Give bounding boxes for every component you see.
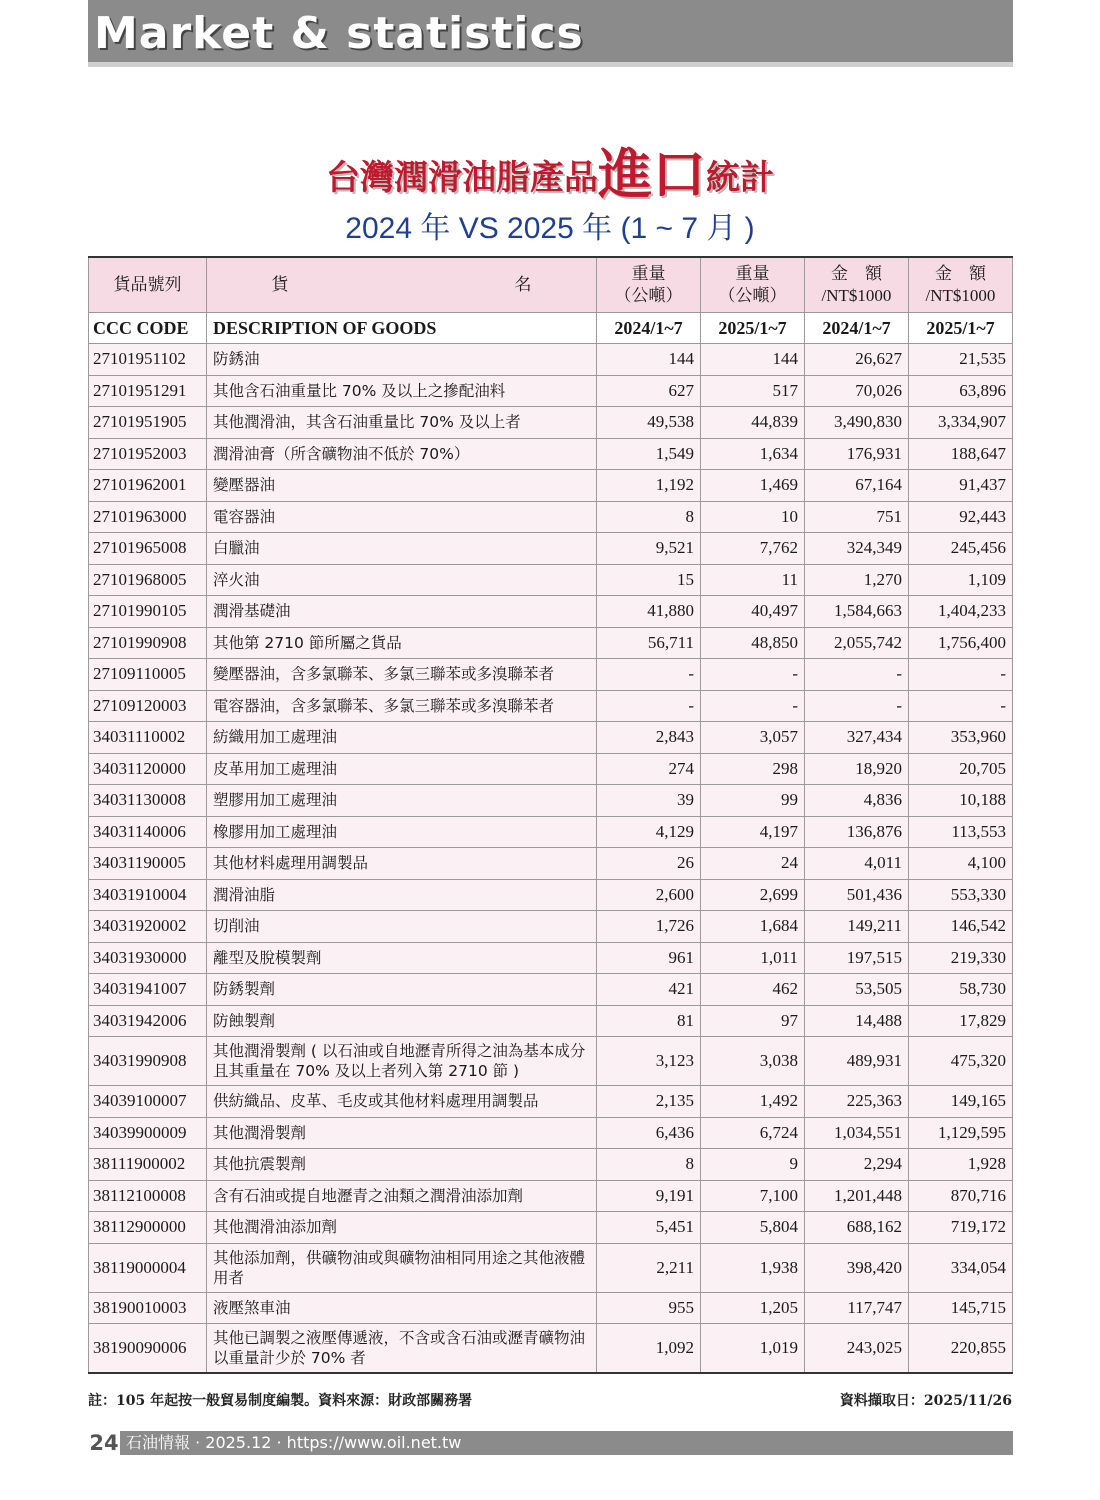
cell-weight-2024: 2,211 — [597, 1243, 701, 1292]
table-row — [89, 879, 1013, 911]
publication-info: 石油情報 · 2025.12 · https://www.oil.net.tw — [126, 1433, 462, 1452]
header-description — [207, 257, 597, 313]
cell-amount-2025: 20,705 — [909, 753, 1013, 785]
cell-description: 潤滑基礎油 — [207, 596, 597, 628]
cell-weight-2024: 2,135 — [597, 1086, 701, 1118]
cell-weight-2025: 48,850 — [701, 627, 805, 659]
cell-weight-2024: 81 — [597, 1005, 701, 1037]
cell-description: 電容器油 — [207, 501, 597, 533]
cell-weight-2025: 5,804 — [701, 1212, 805, 1244]
header-weight-2024: 重量 （公噸） — [597, 257, 701, 313]
cell-code: 34031120000 — [89, 753, 207, 785]
table-row — [89, 974, 1013, 1006]
cell-code: 38190010003 — [89, 1292, 207, 1324]
cell-amount-2024: 197,515 — [805, 942, 909, 974]
cell-weight-2025: 462 — [701, 974, 805, 1006]
cell-amount-2025: 188,647 — [909, 438, 1013, 470]
cell-weight-2025: 97 — [701, 1005, 805, 1037]
table-row — [89, 501, 1013, 533]
table-row — [89, 1324, 1013, 1374]
cell-amount-2024: 14,488 — [805, 1005, 909, 1037]
table-row — [89, 438, 1013, 470]
subheader-period-1: 2024/1~7 — [597, 313, 701, 344]
cell-description: 切削油 — [207, 911, 597, 943]
cell-weight-2025: 144 — [701, 344, 805, 376]
cell-amount-2025: 1,756,400 — [909, 627, 1013, 659]
subheader-period-2: 2025/1~7 — [701, 313, 805, 344]
cell-amount-2024: 1,270 — [805, 564, 909, 596]
cell-weight-2025: 10 — [701, 501, 805, 533]
table-row — [89, 659, 1013, 691]
cell-code: 27101952003 — [89, 438, 207, 470]
cell-amount-2025: 91,437 — [909, 470, 1013, 502]
cell-weight-2025: 6,724 — [701, 1117, 805, 1149]
cell-weight-2025: 1,684 — [701, 911, 805, 943]
cell-description: 電容器油，含多氯聯苯、多氯三聯苯或多溴聯苯者 — [207, 690, 597, 722]
header-desc-a: 貨 — [271, 275, 315, 295]
table-row — [89, 1292, 1013, 1324]
table-row — [89, 1086, 1013, 1118]
table-row — [89, 1005, 1013, 1037]
header-desc-b: 名 — [514, 275, 532, 295]
cell-amount-2025: 334,054 — [909, 1243, 1013, 1292]
header-amount-2025: 金 額 /NT$1000 — [909, 257, 1013, 313]
table-row — [89, 1149, 1013, 1181]
table-header-row — [89, 257, 1013, 313]
subheader-code: CCC CODE — [89, 313, 207, 344]
cell-description: 其他含石油重量比 70% 及以上之摻配油料 — [207, 375, 597, 407]
cell-amount-2024: 26,627 — [805, 344, 909, 376]
cell-weight-2024: 8 — [597, 501, 701, 533]
cell-description: 潤滑油脂 — [207, 879, 597, 911]
cell-code: 34031910004 — [89, 879, 207, 911]
table-row — [89, 1117, 1013, 1149]
cell-amount-2025: 219,330 — [909, 942, 1013, 974]
cell-amount-2025: 3,334,907 — [909, 407, 1013, 439]
cell-code: 34031942006 — [89, 1005, 207, 1037]
cell-amount-2024: 1,584,663 — [805, 596, 909, 628]
cell-amount-2025: 1,928 — [909, 1149, 1013, 1181]
cell-amount-2025: - — [909, 659, 1013, 691]
table-row — [89, 1243, 1013, 1292]
cell-weight-2025: 298 — [701, 753, 805, 785]
cell-amount-2025: 17,829 — [909, 1005, 1013, 1037]
cell-amount-2024: 176,931 — [805, 438, 909, 470]
cell-code: 27101951905 — [89, 407, 207, 439]
cell-weight-2024: 3,123 — [597, 1037, 701, 1086]
cell-code: 27101962001 — [89, 470, 207, 502]
title-prefix: 台灣潤滑油脂產品 — [326, 158, 598, 198]
cell-weight-2025: 1,011 — [701, 942, 805, 974]
cell-amount-2024: 136,876 — [805, 816, 909, 848]
cell-description: 供紡織品、皮革、毛皮或其他材料處理用調製品 — [207, 1086, 597, 1118]
table-row — [89, 470, 1013, 502]
cell-amount-2024: 688,162 — [805, 1212, 909, 1244]
cell-weight-2025: 9 — [701, 1149, 805, 1181]
cell-amount-2025: 92,443 — [909, 501, 1013, 533]
cell-weight-2025: 44,839 — [701, 407, 805, 439]
cell-amount-2024: 3,490,830 — [805, 407, 909, 439]
cell-code: 27101965008 — [89, 533, 207, 565]
cell-code: 34031140006 — [89, 816, 207, 848]
cell-amount-2024: 4,836 — [805, 785, 909, 817]
cell-weight-2024: 15 — [597, 564, 701, 596]
title-suffix: 統計 — [706, 158, 774, 198]
cell-code: 34031941007 — [89, 974, 207, 1006]
cell-weight-2024: 26 — [597, 848, 701, 880]
cell-weight-2024: 1,726 — [597, 911, 701, 943]
cell-code: 34031130008 — [89, 785, 207, 817]
cell-weight-2025: 99 — [701, 785, 805, 817]
table-row — [89, 848, 1013, 880]
cell-amount-2024: 18,920 — [805, 753, 909, 785]
cell-code: 38112100008 — [89, 1180, 207, 1212]
cell-amount-2024: 243,025 — [805, 1324, 909, 1374]
cell-description: 變壓器油 — [207, 470, 597, 502]
table-row — [89, 1212, 1013, 1244]
header-weight-2025: 重量 （公噸） — [701, 257, 805, 313]
cell-code: 38111900002 — [89, 1149, 207, 1181]
cell-amount-2025: 21,535 — [909, 344, 1013, 376]
table-row — [89, 564, 1013, 596]
table-subheader-row — [89, 313, 1013, 344]
cell-weight-2025: 1,205 — [701, 1292, 805, 1324]
cell-amount-2024: 327,434 — [805, 722, 909, 754]
retrieval-date-note: 資料擷取日：2025/11/26 — [839, 1393, 1012, 1409]
cell-amount-2025: 10,188 — [909, 785, 1013, 817]
cell-weight-2024: 274 — [597, 753, 701, 785]
cell-amount-2024: 398,420 — [805, 1243, 909, 1292]
title-emphasis: 進口 — [598, 142, 706, 206]
cell-amount-2024: 149,211 — [805, 911, 909, 943]
cell-weight-2025: 3,038 — [701, 1037, 805, 1086]
cell-weight-2025: 1,492 — [701, 1086, 805, 1118]
cell-description: 其他已調製之液壓傳遞液，不含或含石油或瀝青礦物油以重量計少於 70% 者 — [207, 1324, 597, 1374]
cell-amount-2024: - — [805, 659, 909, 691]
cell-code: 34031920002 — [89, 911, 207, 943]
cell-description: 其他添加劑，供礦物油或與礦物油相同用途之其他液體用者 — [207, 1243, 597, 1292]
cell-code: 38190090006 — [89, 1324, 207, 1374]
table-row — [89, 596, 1013, 628]
cell-amount-2025: - — [909, 690, 1013, 722]
cell-amount-2025: 870,716 — [909, 1180, 1013, 1212]
cell-weight-2024: 961 — [597, 942, 701, 974]
cell-code: 27109110005 — [89, 659, 207, 691]
cell-description: 其他潤滑油，其含石油重量比 70% 及以上者 — [207, 407, 597, 439]
cell-weight-2024: 627 — [597, 375, 701, 407]
cell-amount-2025: 1,404,233 — [909, 596, 1013, 628]
cell-weight-2024: 5,451 — [597, 1212, 701, 1244]
cell-weight-2025: 1,469 — [701, 470, 805, 502]
cell-code: 27101990908 — [89, 627, 207, 659]
section-header-band — [88, 0, 1013, 62]
header-divider — [88, 62, 1013, 67]
cell-weight-2024: 144 — [597, 344, 701, 376]
cell-amount-2024: 2,294 — [805, 1149, 909, 1181]
cell-weight-2025: 2,699 — [701, 879, 805, 911]
cell-weight-2025: 4,197 — [701, 816, 805, 848]
cell-description: 離型及脫模製劑 — [207, 942, 597, 974]
cell-weight-2024: 41,880 — [597, 596, 701, 628]
cell-amount-2025: 4,100 — [909, 848, 1013, 880]
table-row — [89, 753, 1013, 785]
cell-code: 27101990105 — [89, 596, 207, 628]
cell-amount-2025: 145,715 — [909, 1292, 1013, 1324]
cell-amount-2024: - — [805, 690, 909, 722]
table-row — [89, 911, 1013, 943]
page-subtitle: 2024 年 VS 2025 年 (1 ~ 7 月 ) — [345, 212, 755, 245]
cell-weight-2024: 2,600 — [597, 879, 701, 911]
table-row — [89, 942, 1013, 974]
cell-weight-2024: 1,549 — [597, 438, 701, 470]
cell-description: 變壓器油，含多氯聯苯、多氯三聯苯或多溴聯苯者 — [207, 659, 597, 691]
cell-weight-2025: 1,019 — [701, 1324, 805, 1374]
subheader-period-3: 2024/1~7 — [805, 313, 909, 344]
cell-weight-2025: 11 — [701, 564, 805, 596]
cell-code: 38119000004 — [89, 1243, 207, 1292]
header-amount-2024: 金 額 /NT$1000 — [805, 257, 909, 313]
cell-weight-2024: - — [597, 659, 701, 691]
cell-weight-2024: 56,711 — [597, 627, 701, 659]
cell-description: 橡膠用加工處理油 — [207, 816, 597, 848]
cell-code: 34039900009 — [89, 1117, 207, 1149]
cell-weight-2025: 7,100 — [701, 1180, 805, 1212]
cell-weight-2024: 1,192 — [597, 470, 701, 502]
table-row — [89, 1037, 1013, 1086]
cell-weight-2025: - — [701, 690, 805, 722]
table-row — [89, 627, 1013, 659]
cell-description: 塑膠用加工處理油 — [207, 785, 597, 817]
cell-description: 潤滑油膏（所含礦物油不低於 70%） — [207, 438, 597, 470]
cell-description: 其他材料處理用調製品 — [207, 848, 597, 880]
cell-amount-2024: 1,034,551 — [805, 1117, 909, 1149]
cell-amount-2025: 146,542 — [909, 911, 1013, 943]
cell-amount-2024: 67,164 — [805, 470, 909, 502]
cell-description: 防銹油 — [207, 344, 597, 376]
cell-amount-2025: 1,109 — [909, 564, 1013, 596]
header-code: 貨品號列 — [89, 257, 207, 313]
cell-weight-2024: 49,538 — [597, 407, 701, 439]
cell-weight-2024: 39 — [597, 785, 701, 817]
cell-amount-2024: 117,747 — [805, 1292, 909, 1324]
cell-code: 27101951102 — [89, 344, 207, 376]
table-row — [89, 407, 1013, 439]
cell-amount-2024: 2,055,742 — [805, 627, 909, 659]
cell-weight-2024: - — [597, 690, 701, 722]
cell-weight-2025: 24 — [701, 848, 805, 880]
cell-amount-2024: 501,436 — [805, 879, 909, 911]
cell-amount-2024: 324,349 — [805, 533, 909, 565]
cell-weight-2025: 3,057 — [701, 722, 805, 754]
cell-weight-2024: 955 — [597, 1292, 701, 1324]
cell-amount-2024: 53,505 — [805, 974, 909, 1006]
cell-code: 27101951291 — [89, 375, 207, 407]
page-number: 24 — [89, 1431, 119, 1455]
cell-weight-2024: 4,129 — [597, 816, 701, 848]
section-title: Market & statistics — [94, 8, 584, 59]
cell-amount-2024: 4,011 — [805, 848, 909, 880]
cell-weight-2025: 1,938 — [701, 1243, 805, 1292]
cell-amount-2025: 245,456 — [909, 533, 1013, 565]
cell-amount-2025: 553,330 — [909, 879, 1013, 911]
cell-weight-2025: 40,497 — [701, 596, 805, 628]
cell-weight-2024: 6,436 — [597, 1117, 701, 1149]
table-body — [89, 344, 1013, 1374]
cell-description: 其他潤滑油添加劑 — [207, 1212, 597, 1244]
cell-weight-2025: 1,634 — [701, 438, 805, 470]
cell-code: 34031990908 — [89, 1037, 207, 1086]
cell-amount-2024: 1,201,448 — [805, 1180, 909, 1212]
cell-amount-2025: 719,172 — [909, 1212, 1013, 1244]
import-statistics-table — [88, 256, 1013, 1374]
cell-description: 含有石油或提自地瀝青之油類之潤滑油添加劑 — [207, 1180, 597, 1212]
cell-code: 38112900000 — [89, 1212, 207, 1244]
cell-amount-2025: 475,320 — [909, 1037, 1013, 1086]
cell-description: 防蝕製劑 — [207, 1005, 597, 1037]
subheader-description: DESCRIPTION OF GOODS — [207, 313, 597, 344]
cell-amount-2025: 113,553 — [909, 816, 1013, 848]
cell-code: 27109120003 — [89, 690, 207, 722]
cell-weight-2025: - — [701, 659, 805, 691]
cell-code: 34031110002 — [89, 722, 207, 754]
cell-description: 防銹製劑 — [207, 974, 597, 1006]
cell-weight-2024: 8 — [597, 1149, 701, 1181]
source-note: 註：105 年起按一般貿易制度編製。資料來源：財政部關務署 — [88, 1393, 473, 1409]
cell-code: 34031190005 — [89, 848, 207, 880]
table-row — [89, 690, 1013, 722]
cell-amount-2025: 149,165 — [909, 1086, 1013, 1118]
cell-code: 27101968005 — [89, 564, 207, 596]
table-row — [89, 816, 1013, 848]
cell-amount-2025: 220,855 — [909, 1324, 1013, 1374]
cell-description: 液壓煞車油 — [207, 1292, 597, 1324]
cell-weight-2024: 9,521 — [597, 533, 701, 565]
cell-code: 34039100007 — [89, 1086, 207, 1118]
cell-weight-2024: 9,191 — [597, 1180, 701, 1212]
cell-description: 其他抗震製劑 — [207, 1149, 597, 1181]
cell-amount-2025: 1,129,595 — [909, 1117, 1013, 1149]
cell-description: 淬火油 — [207, 564, 597, 596]
cell-amount-2024: 70,026 — [805, 375, 909, 407]
subheader-period-4: 2025/1~7 — [909, 313, 1013, 344]
table-row — [89, 375, 1013, 407]
cell-amount-2024: 225,363 — [805, 1086, 909, 1118]
cell-weight-2024: 1,092 — [597, 1324, 701, 1374]
table-row — [89, 533, 1013, 565]
cell-weight-2024: 2,843 — [597, 722, 701, 754]
cell-weight-2025: 7,762 — [701, 533, 805, 565]
cell-description: 白臘油 — [207, 533, 597, 565]
cell-description: 其他潤滑製劑 — [207, 1117, 597, 1149]
cell-weight-2024: 421 — [597, 974, 701, 1006]
cell-weight-2025: 517 — [701, 375, 805, 407]
table-row — [89, 1180, 1013, 1212]
cell-description: 其他第 2710 節所屬之貨品 — [207, 627, 597, 659]
cell-amount-2024: 489,931 — [805, 1037, 909, 1086]
cell-description: 紡織用加工處理油 — [207, 722, 597, 754]
footer-band — [88, 1431, 1013, 1455]
table-row — [89, 722, 1013, 754]
cell-amount-2025: 353,960 — [909, 722, 1013, 754]
table-row — [89, 344, 1013, 376]
cell-amount-2025: 58,730 — [909, 974, 1013, 1006]
cell-amount-2024: 751 — [805, 501, 909, 533]
table-row — [89, 785, 1013, 817]
cell-amount-2025: 63,896 — [909, 375, 1013, 407]
cell-description: 皮革用加工處理油 — [207, 753, 597, 785]
cell-code: 27101963000 — [89, 501, 207, 533]
cell-code: 34031930000 — [89, 942, 207, 974]
page-title — [0, 142, 1100, 210]
cell-description: 其他潤滑製劑 ( 以石油或自地瀝青所得之油為基本成分且其重量在 70% 及以上者列入第 2710 節 ) — [207, 1037, 597, 1086]
